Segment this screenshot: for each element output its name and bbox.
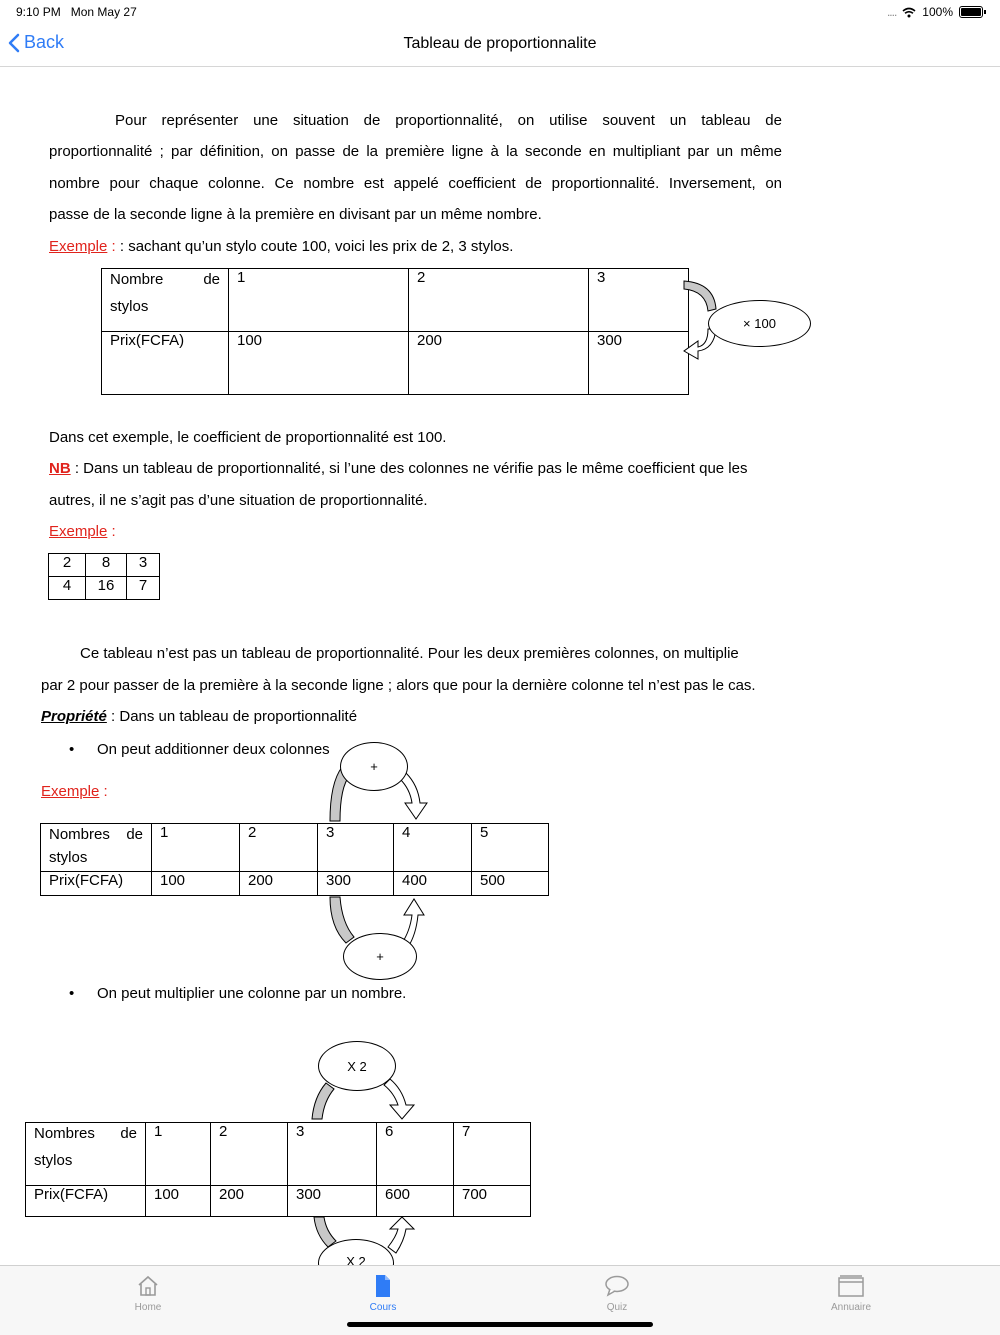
curved-arrow: [388, 1217, 414, 1253]
table-cell: 600: [377, 1186, 454, 1217]
table-cell: 6: [377, 1123, 454, 1186]
nb-line-2: autres, il ne s’agit pas d’une situation de proportionnalité.: [49, 492, 428, 509]
bullet-item: On peut multiplier une colonne par un nombre.: [97, 985, 407, 1002]
table-cell: 100: [146, 1186, 211, 1217]
folder-icon: [837, 1274, 865, 1298]
paragraph-line: Ce tableau n’est pas un tableau de proportionnalité. Pour les deux premières colonnes, on multiplie: [80, 645, 739, 662]
navigation-bar: [0, 24, 1000, 67]
status-bar: [0, 0, 1000, 24]
curved-arrow: [312, 1083, 334, 1119]
example-label: Exemple: [49, 523, 108, 540]
table-cell: 3: [318, 824, 394, 872]
house-icon: [136, 1274, 160, 1298]
table-cell: Prix(FCFA): [26, 1186, 146, 1217]
example-text: : sachant qu’un stylo coute 100, voici les prix de 2, 3 stylos.: [115, 238, 514, 255]
speech-bubble-icon: [604, 1274, 630, 1298]
tab-quiz[interactable]: [557, 1274, 677, 1313]
example-label: Exemple: [41, 783, 100, 800]
table-cell: Prix(FCFA): [41, 872, 152, 896]
bullet-item: On peut additionner deux colonnes: [97, 741, 330, 758]
table-cell: 300: [288, 1186, 377, 1217]
signal-dots: ....: [886, 5, 897, 19]
curved-arrow: [314, 1217, 336, 1247]
table-cell: 100: [152, 872, 240, 896]
tab-annuaire[interactable]: [791, 1274, 911, 1313]
table-cell: Nombres de stylos: [26, 1123, 146, 1186]
paragraph-line: passe de la seconde ligne à la première en divisant par un même nombre.: [49, 206, 542, 223]
page-title: Tableau de proportionnalite: [403, 35, 597, 52]
curved-arrow: [400, 773, 427, 819]
table-cell: 2: [240, 824, 318, 872]
tab-cours[interactable]: [323, 1274, 443, 1313]
example-line: Exemple : : sachant qu’un stylo coute 100, voici les prix de 2, 3 stylos.: [49, 238, 514, 255]
plus-oval-bottom: +: [343, 933, 417, 980]
table-cell: 4: [394, 824, 472, 872]
coefficient-line: Dans cet exemple, le coefficient de proportionnalité est 100.: [49, 429, 447, 446]
table-cell: 2: [49, 554, 86, 577]
table-cell: Nombres de stylos: [41, 824, 152, 872]
table-cell: 3: [127, 554, 160, 577]
wifi-icon: [902, 7, 916, 18]
table-cell: 16: [86, 577, 127, 600]
battery-icon: [959, 6, 983, 18]
table-cell: 3: [288, 1123, 377, 1186]
coefficient-oval: × 100: [708, 300, 811, 347]
table-cell: 1: [146, 1123, 211, 1186]
plus-oval-top: +: [340, 742, 408, 791]
table-cell: 3: [589, 269, 689, 332]
times-two-oval-bottom: X 2: [318, 1239, 394, 1265]
paragraph-line: proportionnalité ; par définition, on passe de la première ligne à la seconde en multipliant par un même: [49, 143, 782, 160]
curved-arrow: [684, 281, 716, 311]
table-cell: 300: [318, 872, 394, 896]
property-line: Propriété : Dans un tableau de proportionnalité: [41, 708, 358, 725]
table-cell: 500: [472, 872, 549, 896]
table-cell: 4: [49, 577, 86, 600]
tab-label: Quiz: [606, 1302, 628, 1313]
status-time: 9:10 PM Mon May 27: [16, 5, 137, 19]
curved-arrow: [684, 329, 716, 359]
table-cell: 200: [409, 332, 589, 395]
nb-label: NB: [49, 460, 71, 477]
back-label: Back: [24, 32, 65, 52]
paragraph-line: Pour représenter une situation de proportionnalité, on utilise souvent un tableau de: [115, 112, 782, 129]
table-cell: 7: [454, 1123, 531, 1186]
table-cell: 2: [211, 1123, 288, 1186]
curved-arrow: [330, 897, 354, 943]
bullet-dot: •: [69, 985, 75, 1002]
example-line: Exemple :: [41, 783, 108, 800]
document-view[interactable]: [0, 67, 1000, 1265]
table-cell: 5: [472, 824, 549, 872]
table-cell: 7: [127, 577, 160, 600]
arrows-layer: [0, 67, 1000, 1265]
tab-label: Home: [134, 1302, 162, 1313]
tab-label: Cours: [369, 1302, 397, 1313]
table-cell: 200: [240, 872, 318, 896]
table-cell: 700: [454, 1186, 531, 1217]
table-cell: Nombre de stylos: [102, 269, 229, 332]
table-cell: 100: [229, 332, 409, 395]
tab-label: Annuaire: [830, 1302, 872, 1313]
paragraph-line: par 2 pour passer de la première à la seconde ligne ; alors que pour la dernière colonne tel n’est pas le cas.: [41, 677, 756, 694]
status-right: [887, 5, 986, 19]
example-line: Exemple :: [49, 523, 116, 540]
table-cell: 1: [152, 824, 240, 872]
home-indicator: [347, 1322, 653, 1327]
table-cell: Prix(FCFA): [102, 332, 229, 395]
table-cell: 8: [86, 554, 127, 577]
nb-line: NB : Dans un tableau de proportionnalité, si l’une des colonnes ne vérifie pas le même coefficient que les: [49, 460, 748, 477]
battery-percent: 100%: [922, 5, 953, 19]
table-cell: 300: [589, 332, 689, 395]
curved-arrow: [384, 1079, 414, 1119]
table-cell: 2: [409, 269, 589, 332]
tab-home[interactable]: [88, 1274, 208, 1313]
table-cell: 400: [394, 872, 472, 896]
times-two-oval-top: X 2: [318, 1041, 396, 1091]
example-label: Exemple: [49, 238, 108, 255]
table-cell: 1: [229, 269, 409, 332]
paragraph-line: nombre pour chaque colonne. Ce nombre est appelé coefficient de proportionnalité. Inversement, on: [49, 175, 782, 192]
document-icon: [371, 1274, 395, 1298]
table-cell: 200: [211, 1186, 288, 1217]
property-label: Propriété: [41, 708, 107, 725]
bullet-dot: •: [69, 741, 75, 758]
